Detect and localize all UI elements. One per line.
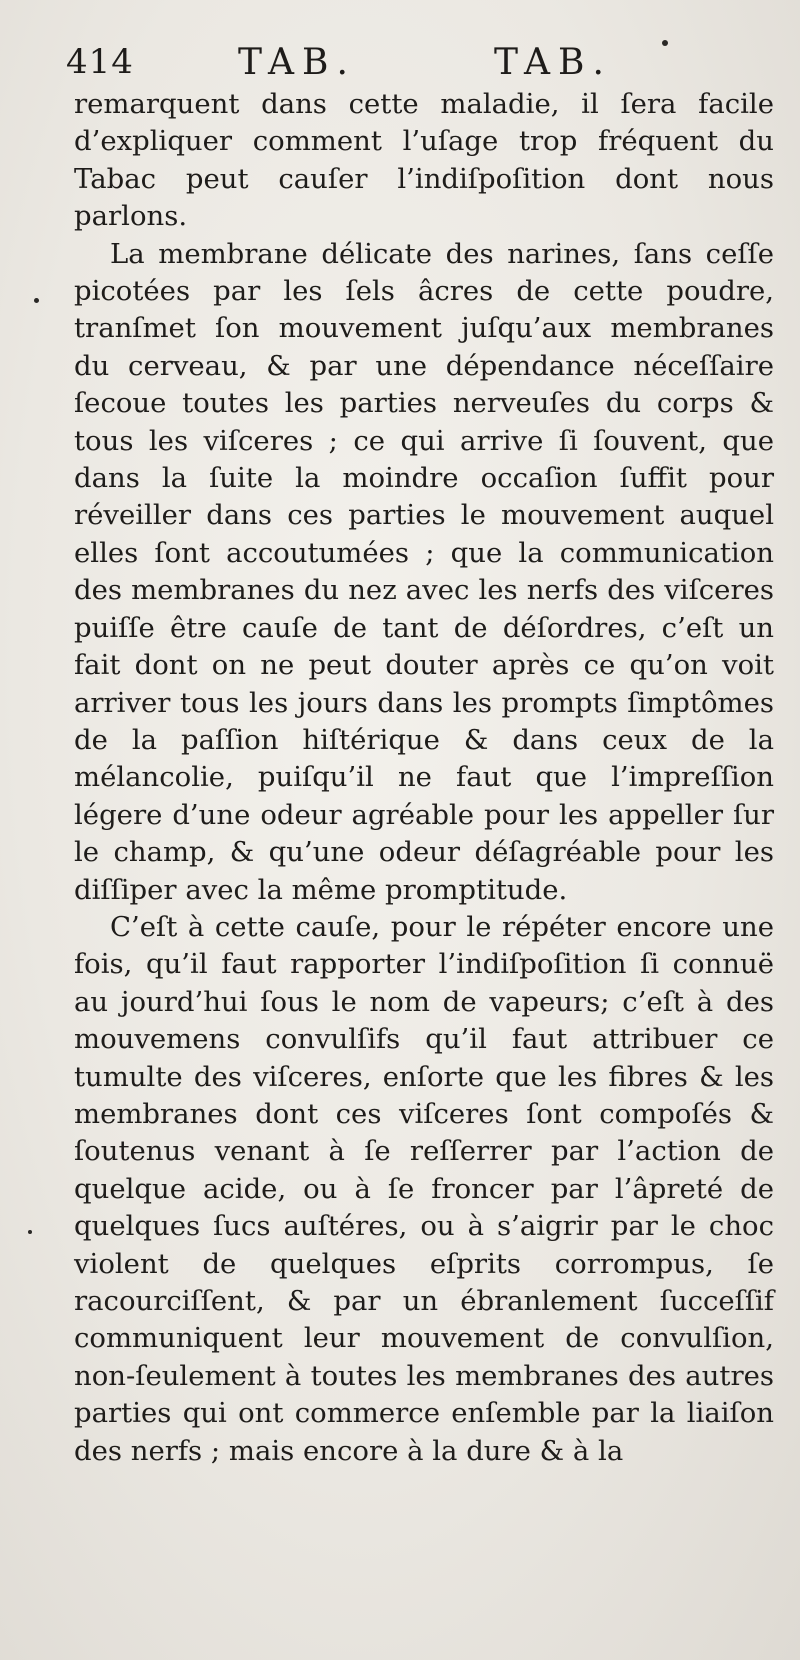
page-number: 414 — [66, 42, 134, 82]
ink-speck — [28, 1230, 32, 1234]
running-head-left: TAB. — [238, 42, 356, 83]
running-head-right: TAB. — [494, 42, 612, 83]
paragraph-continued: remarquent dans cette maladie, il ſera facile d’expliquer comment l’uſage trop fréquent du Tabac peut cauſer l’indiſpoſition dont nous parlons. — [74, 88, 774, 233]
paragraph: La membrane délicate des narines, ſans ceſſe picotées par les ſels âcres de cette poudre, tranſmet ſon mouvement juſqu’aux membranes du cerveau, & par une dépendance néceſſaire ſecoue toutes les parties nerveuſes du corps & tous les viſceres ; ce qui arrive ſi ſouvent, que dans la ſuite la moindre occaſion ſuffit pour réveiller dans ces parties le mouvement auquel elles ſont accoutumées ; que la communication des membranes du nez avec les nerfs des viſceres puiſſe être cauſe de tant de déſordres, c’eſt un fait dont on ne peut douter après ce qu’on voit arriver tous les jours dans les prompts ſimptômes de la paſſion hiſtérique & dans ceux de la mélancolie, puiſqu’il ne faut que l’impreſſion légere d’une odeur agréable pour les appeller ſur le champ, & qu’une odeur déſagréable pour les diſſiper avec la même promptitude. — [74, 237, 774, 906]
paragraph: C’eſt à cette cauſe, pour le répéter encore une fois, qu’il faut rapporter l’indiſpoſition ſi connuë au jourd’hui ſous le nom de vapeurs; c’eſt à des mouvemens convulſifs qu’il faut attribuer ce tumulte des viſceres, enſorte que les fibres & les membranes dont ces viſceres ſont compoſés & ſoutenus venant à ſe reſſerrer par l’action de quelque acide, ou à ſe froncer par l’âpreté de quelques ſucs auſtéres, ou à s’aigrir par le choc violent de quelques eſprits corrompus, ſe racourciſſent, & par un ébranlement ſucceſſif communiquent leur mouvement de convulſion, non-ſeulement à toutes les membranes des autres parties qui ont commerce enſemble par la liaiſon des nerfs ; mais encore à la dure & à la — [74, 910, 774, 1467]
ink-speck — [662, 40, 668, 46]
body-text — [74, 86, 774, 1470]
ink-speck — [34, 298, 39, 303]
